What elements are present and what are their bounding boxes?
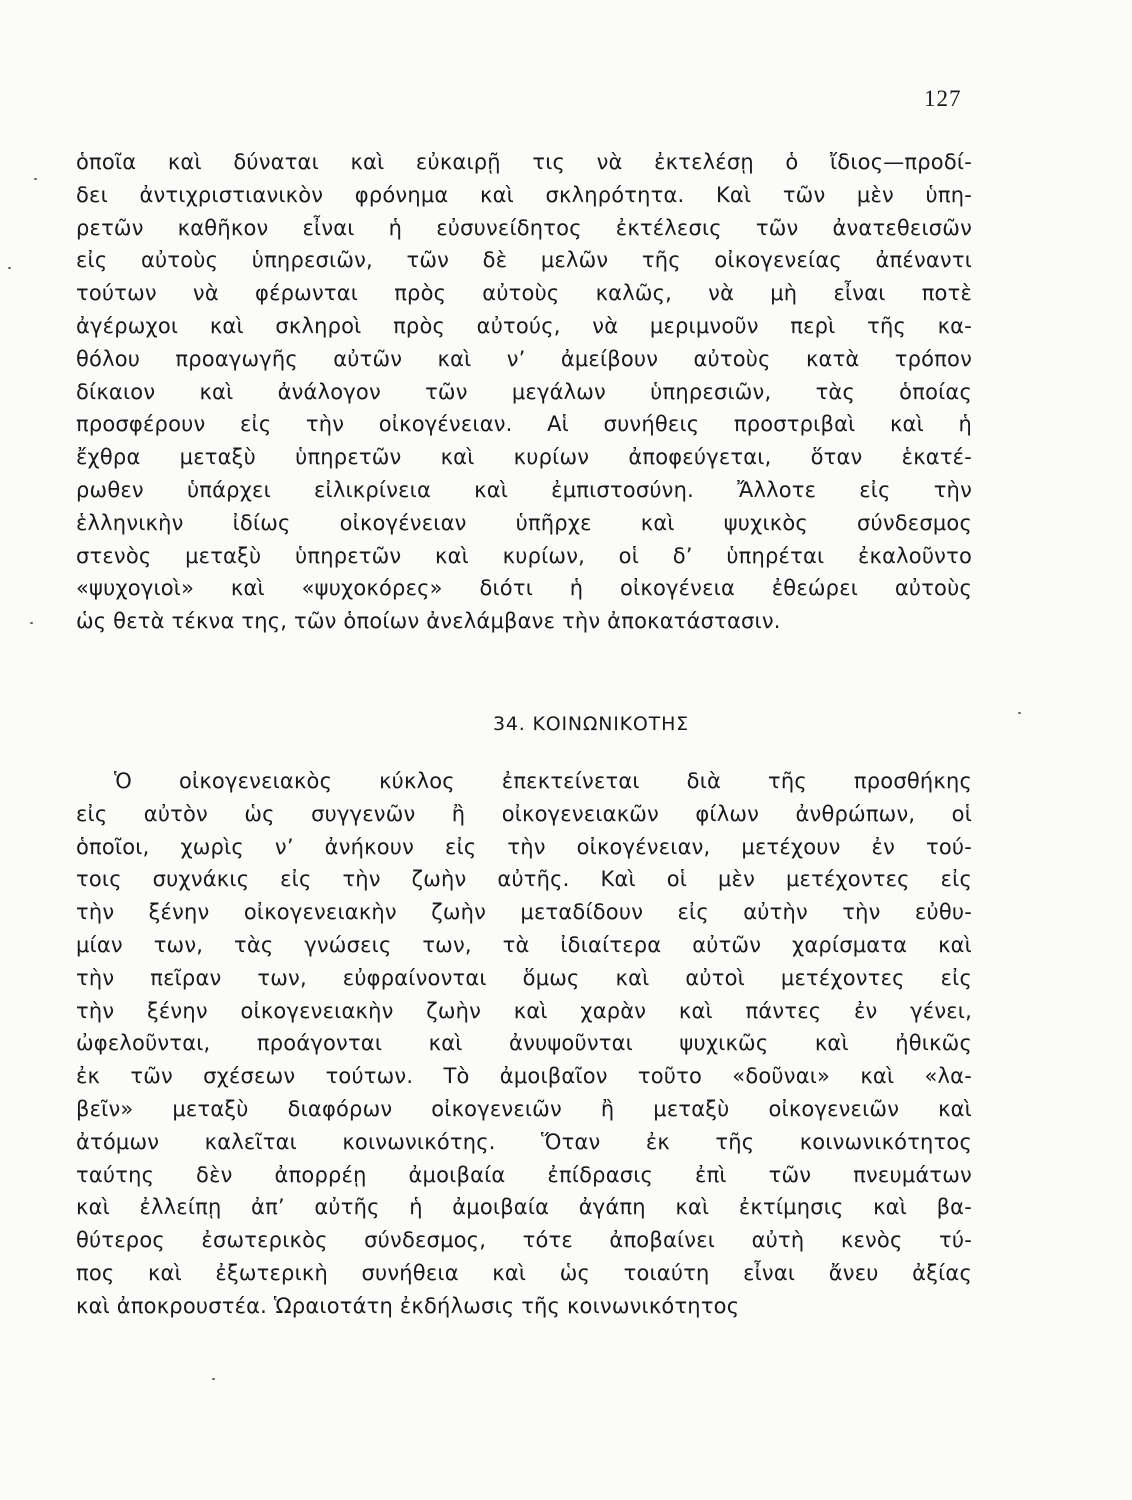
text-line: εἰς αὐτὸν ὡς συγγενῶν ἢ οἰκογενειακῶν φίλων ἀνθρώπων, οἱ [76, 801, 972, 826]
text-line: θόλου προαγωγῆς αὐτῶν καὶ ν’ ἀμείβουν αὐτοὺς κατὰ τρόπον [76, 346, 972, 371]
text-line: βεῖν» μεταξὺ διαφόρων οἰκογενειῶν ἢ μεταξὺ οἰκογενειῶν καὶ [76, 1096, 972, 1121]
text-line: ὁποῖα καὶ δύναται καὶ εὐκαιρῇ τις νὰ ἐκτελέσῃ ὁ ἴδιος—προδί- [76, 150, 972, 174]
text-line: δίκαιον καὶ ἀνάλογον τῶν μεγάλων ὑπηρεσιῶν, τὰς ὁποίας [76, 379, 972, 404]
text-line: ὠφελοῦνται, προάγονται καὶ ἀνυψοῦνται ψυχικῶς καὶ ἠθικῶς [76, 1031, 972, 1056]
print-speck [8, 267, 11, 269]
text-line: καὶ ἐλλείπῃ ἀπ’ αὐτῆς ἡ ἀμοιβαία ἀγάπη καὶ ἐκτίμησις καὶ βα- [76, 1195, 972, 1220]
text-line: ὁποῖοι, χωρὶς ν’ ἀνήκουν εἰς τὴν οἰκογένειαν, μετέχουν ἐν τού- [76, 834, 972, 859]
print-speck [34, 178, 37, 180]
paragraph-sociability [76, 765, 972, 1323]
text-line: ἔχθρα μεταξὺ ὑπηρετῶν καὶ κυρίων ἀποφεύγεται, ὅταν ἑκατέ- [76, 445, 972, 470]
text-line: προσφέρουν εἰς τὴν οἰκογένειαν. Αἱ συνήθεις προστριβαὶ καὶ ἡ [76, 412, 972, 437]
text-line: ρετῶν καθῆκον εἶναι ἡ εὐσυνείδητος ἐκτέλεσις τῶν ἀνατεθεισῶν [76, 215, 972, 240]
text-line: ἐκ τῶν σχέσεων τούτων. Τὸ ἀμοιβαῖον τοῦτο «δοῦναι» καὶ «λα- [76, 1064, 972, 1089]
text-line: ἑλληνικὴν ἰδίως οἰκογένειαν ὑπῆρχε καὶ ψυχικὸς σύνδεσμος [76, 510, 972, 535]
text-line: ἀτόμων καλεῖται κοινωνικότης. Ὅταν ἐκ τῆς κοινωνικότητος [76, 1129, 972, 1154]
text-line: ὡς θετὰ τέκνα της, τῶν ὁποίων ἀνελάμβανε τὴν ἀποκατάστασιν. [76, 609, 781, 634]
text-line: μίαν των, τὰς γνώσεις των, τὰ ἰδιαίτερα αὐτῶν χαρίσματα καὶ [76, 932, 972, 957]
text-line: «ψυχογιοὶ» καὶ «ψυχοκόρες» διότι ἡ οἰκογένεια ἐθεώρει αὐτοὺς [76, 576, 972, 601]
text-line: θύτερος ἐσωτερικὸς σύνδεσμος, τότε ἀποβαίνει αὐτὴ κενὸς τύ- [76, 1228, 972, 1253]
text-line: ρωθεν ὑπάρχει εἰλικρίνεια καὶ ἐμπιστοσύνη. Ἄλλοτε εἰς τὴν [76, 477, 972, 502]
text-line: πος καὶ ἐξωτερικὴ συνήθεια καὶ ὡς τοιαύτη εἶναι ἄνευ ἀξίας [76, 1260, 972, 1285]
text-line: Ὁ οἰκογενειακὸς κύκλος ἐπεκτείνεται διὰ τῆς προσθήκης [114, 769, 972, 793]
paragraph-servants [76, 146, 972, 638]
text-line: τούτων νὰ φέρωνται πρὸς αὐτοὺς καλῶς, νὰ μὴ εἶναι ποτὲ [76, 281, 972, 306]
section-heading: 34. ΚΟΙΝΩΝΙΚΟΤΗΣ [493, 713, 689, 735]
text-line: ἀγέρωχοι καὶ σκληροὶ πρὸς αὐτούς, νὰ μεριμνοῦν περὶ τῆς κα- [76, 313, 972, 338]
print-speck [1018, 712, 1021, 714]
text-line: τοις συχνάκις εἰς τὴν ζωὴν αὐτῆς. Καὶ οἱ μὲν μετέχοντες εἰς [76, 867, 972, 892]
text-line: δει ἀντιχριστιανικὸν φρόνημα καὶ σκληρότητα. Καὶ τῶν μὲν ὑπη- [76, 182, 972, 207]
print-speck [30, 622, 33, 624]
text-line: στενὸς μεταξὺ ὑπηρετῶν καὶ κυρίων, οἱ δ’ ὑπηρέται ἐκαλοῦντο [76, 543, 972, 568]
text-line: τὴν ξένην οἰκογενειακὴν ζωὴν μεταδίδουν εἰς αὐτὴν τὴν εὐθυ- [76, 900, 972, 925]
text-line: τὴν ξένην οἰκογενειακὴν ζωὴν καὶ χαρὰν καὶ πάντες ἐν γένει, [76, 998, 972, 1023]
text-line: τὴν πεῖραν των, εὐφραίνονται ὅμως καὶ αὐτοὶ μετέχοντες εἰς [76, 965, 972, 990]
text-line: καὶ ἀποκρουστέα. Ὡραιοτάτη ἐκδήλωσις τῆς κοινωνικότητος [76, 1293, 740, 1318]
page-number: 127 [924, 86, 962, 111]
print-speck [212, 1378, 215, 1380]
text-line: ταύτης δὲν ἀπορρέῃ ἀμοιβαία ἐπίδρασις ἐπὶ τῶν πνευμάτων [76, 1162, 972, 1187]
text-line: εἰς αὐτοὺς ὑπηρεσιῶν, τῶν δὲ μελῶν τῆς οἰκογενείας ἀπέναντι [76, 248, 972, 273]
